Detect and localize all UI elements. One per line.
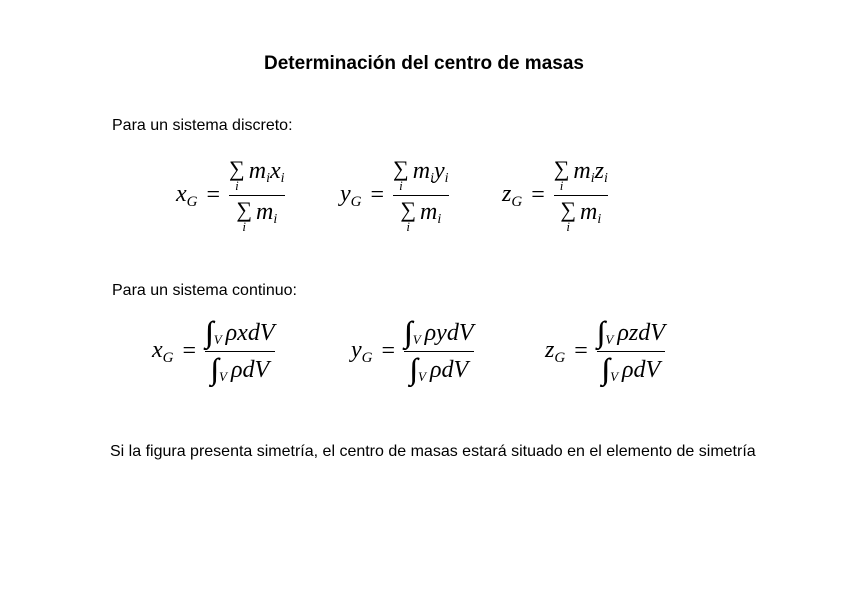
numerator: ∑ i $m_iz_i$ [553,156,608,193]
numerator: ∫∫∫ V ρydV [404,316,474,349]
continuous-system-label: Para un sistema continuo: [112,282,297,299]
continuous-formula-x [152,318,275,385]
denominator: ∫∫∫ V ρdV [409,353,469,387]
numerator: ∫∫∫ V ρxdV [205,316,275,349]
denominator: ∫∫∫ V ρdV [601,353,661,387]
discrete-formula-y [340,158,449,233]
sum-icon: ∑ [229,156,245,181]
fraction [229,158,284,233]
denominator: ∫∫∫ V ρdV [210,353,270,387]
numerator: ∑ i $m_ix_i$ [229,156,285,193]
equals-sign: = [370,182,385,209]
triple-integral-icon: ∫∫∫ [205,316,206,349]
numerator: ∑ i $m_iy_i$ [393,156,449,193]
fraction-bar [597,351,665,352]
formula-lhs: $x_G$ [176,180,198,210]
equals-sign: = [531,182,545,209]
formula-lhs: $z_G$ [502,180,523,210]
page-title: Determinación del centro de masas [264,53,584,74]
fraction-bar [205,351,274,352]
fraction-bar [229,195,284,196]
sum-icon: ∑ [553,156,570,181]
equals-sign: = [574,338,588,365]
sum-icon: ∑ [560,197,577,223]
denominator: ∑ i $m_i$ [560,197,602,235]
denominator: ∑ i $m_i$ [236,197,278,235]
fraction [404,318,473,385]
fraction-bar [393,195,448,196]
discrete-system-label: Para un sistema discreto: [112,117,293,134]
continuous-formula-z [545,318,665,385]
sum-icon: ∑ [400,197,416,223]
discrete-formula-z [502,158,608,233]
equals-sign: = [206,182,221,209]
formula-lhs: $y_G$ [351,336,373,366]
fraction [554,158,608,233]
fraction [205,318,274,385]
discrete-formula-x [176,158,285,233]
triple-integral-icon: ∫∫∫ [404,316,405,349]
sum-icon: ∑ [236,197,252,223]
sum-icon: ∑ [393,156,409,181]
fraction [597,318,665,385]
symmetry-note: Si la figura presenta simetría, el centro de masas estará situado en el elemento de simetría [110,443,756,460]
equals-sign: = [381,338,396,365]
fraction-bar [404,351,473,352]
equals-sign: = [182,338,197,365]
triple-integral-icon: ∫∫∫ [596,316,598,349]
numerator: ∫∫∫ V ρzdV [596,316,665,349]
fraction-bar [554,195,608,196]
triple-integral-icon: ∫∫∫ [601,353,603,387]
fraction [393,158,448,233]
formula-lhs: $z_G$ [545,336,566,366]
formula-lhs: $x_G$ [152,336,174,366]
triple-integral-icon: ∫∫∫ [409,353,411,387]
continuous-formula-y [351,318,474,385]
formula-lhs: $y_G$ [340,180,362,210]
denominator: ∑ i $m_i$ [400,197,442,235]
triple-integral-icon: ∫∫∫ [210,353,212,387]
